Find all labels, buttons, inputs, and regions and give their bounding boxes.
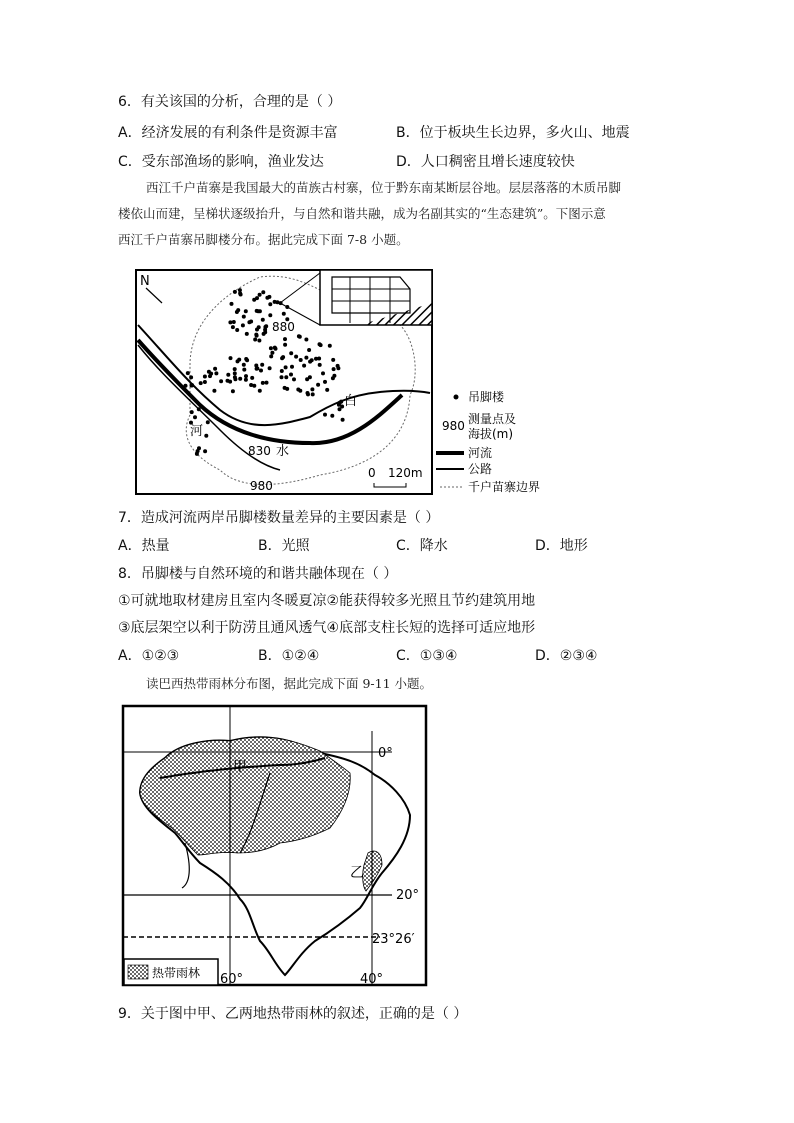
brazil-rainforest-map — [120, 703, 430, 988]
passage1-line2: 楼依山而建，呈梯状逐级抬升，与自然和谐共融，成为名副其实的“生态建筑”。下图示意 — [118, 206, 606, 221]
legend-point-label-1: 测量点及 — [468, 412, 517, 426]
elev-880-label: 880 — [272, 320, 295, 334]
legend-road-label: 公路 — [468, 462, 493, 476]
q7-option-b: B．光照 — [258, 538, 310, 554]
q6-option-c: C．受东部渔场的影响，渔业发达 — [118, 154, 324, 170]
legend-house-icon — [454, 395, 459, 400]
label-yi: 乙 — [350, 865, 364, 881]
q8-option-d: D．②③④ — [535, 648, 598, 664]
q8-statement-1: ①可就地取材建房且室内冬暖夏凉②能获得较多光照且节约建筑用地 — [118, 593, 536, 609]
north-label: N — [140, 274, 150, 289]
q7-stem: 7．造成河流两岸吊脚楼数量差异的主要因素是（ ） — [118, 510, 440, 526]
passage1-line3: 西江千户苗寨吊脚楼分布。据此完成下面 7-8 小题。 — [118, 232, 409, 247]
q8-option-c: C．①③④ — [396, 648, 458, 664]
q6-stem: 6．有关该国的分析，合理的是（ ） — [118, 94, 342, 110]
lat-2326-label: 23°26′ — [372, 932, 415, 947]
q6-option-a: A．经济发展的有利条件是资源丰富 — [118, 125, 338, 141]
lon-40-label: 40° — [360, 972, 384, 987]
scale-zero: 0 — [368, 466, 376, 480]
passage2: 读巴西热带雨林分布图，据此完成下面 9-11 小题。 — [146, 676, 433, 691]
miao-village-map — [130, 265, 570, 500]
q8-stem: 8．吊脚楼与自然环境的和谐共融体现在（ ） — [118, 566, 398, 582]
legend-point-number: 980 — [442, 419, 465, 433]
legend-point-label-2: 海拔(m) — [468, 427, 514, 441]
q8-option-a: A．①②③ — [118, 648, 180, 664]
q9-stem: 9．关于图中甲、乙两地热带雨林的叙述，正确的是（ ） — [118, 1006, 468, 1022]
river-char-shui: 水 — [276, 444, 290, 459]
lat-20-label: 20° — [396, 888, 420, 903]
scale-length: 120m — [388, 466, 423, 480]
lon-60-label: 60° — [220, 972, 244, 987]
q7-option-d: D．地形 — [535, 538, 588, 554]
elev-980-label: 980 — [250, 479, 273, 493]
passage1-line1: 西江千户苗寨是我国最大的苗族古村寨，位于黔东南某断层谷地。层层落落的木质吊脚 — [146, 180, 622, 195]
label-jia: 甲 — [233, 759, 247, 775]
q6-option-b: B．位于板块生长边界，多火山、地震 — [396, 125, 630, 141]
legend-boundary-label: 千户苗寨边界 — [468, 480, 541, 494]
q7-option-a: A．热量 — [118, 538, 170, 554]
elev-830-label: 830 — [248, 444, 271, 458]
q7-option-c: C．降水 — [396, 538, 448, 554]
q8-statement-2: ③底层架空以利于防涝且通风透气④底部支柱长短的选择可适应地形 — [118, 620, 536, 636]
q8-option-b: B．①②④ — [258, 648, 320, 664]
legend-river-label: 河流 — [468, 446, 493, 460]
q6-option-d: D．人口稠密且增长速度较快 — [396, 154, 575, 170]
legend-house-label: 吊脚楼 — [468, 390, 505, 404]
lat-0-label: 0° — [378, 746, 393, 761]
legend-rainforest-icon — [128, 965, 148, 979]
legend-rainforest-label: 热带雨林 — [152, 966, 201, 980]
river-char-bai: 白 — [344, 394, 358, 409]
river-char-he: 河 — [190, 424, 204, 439]
